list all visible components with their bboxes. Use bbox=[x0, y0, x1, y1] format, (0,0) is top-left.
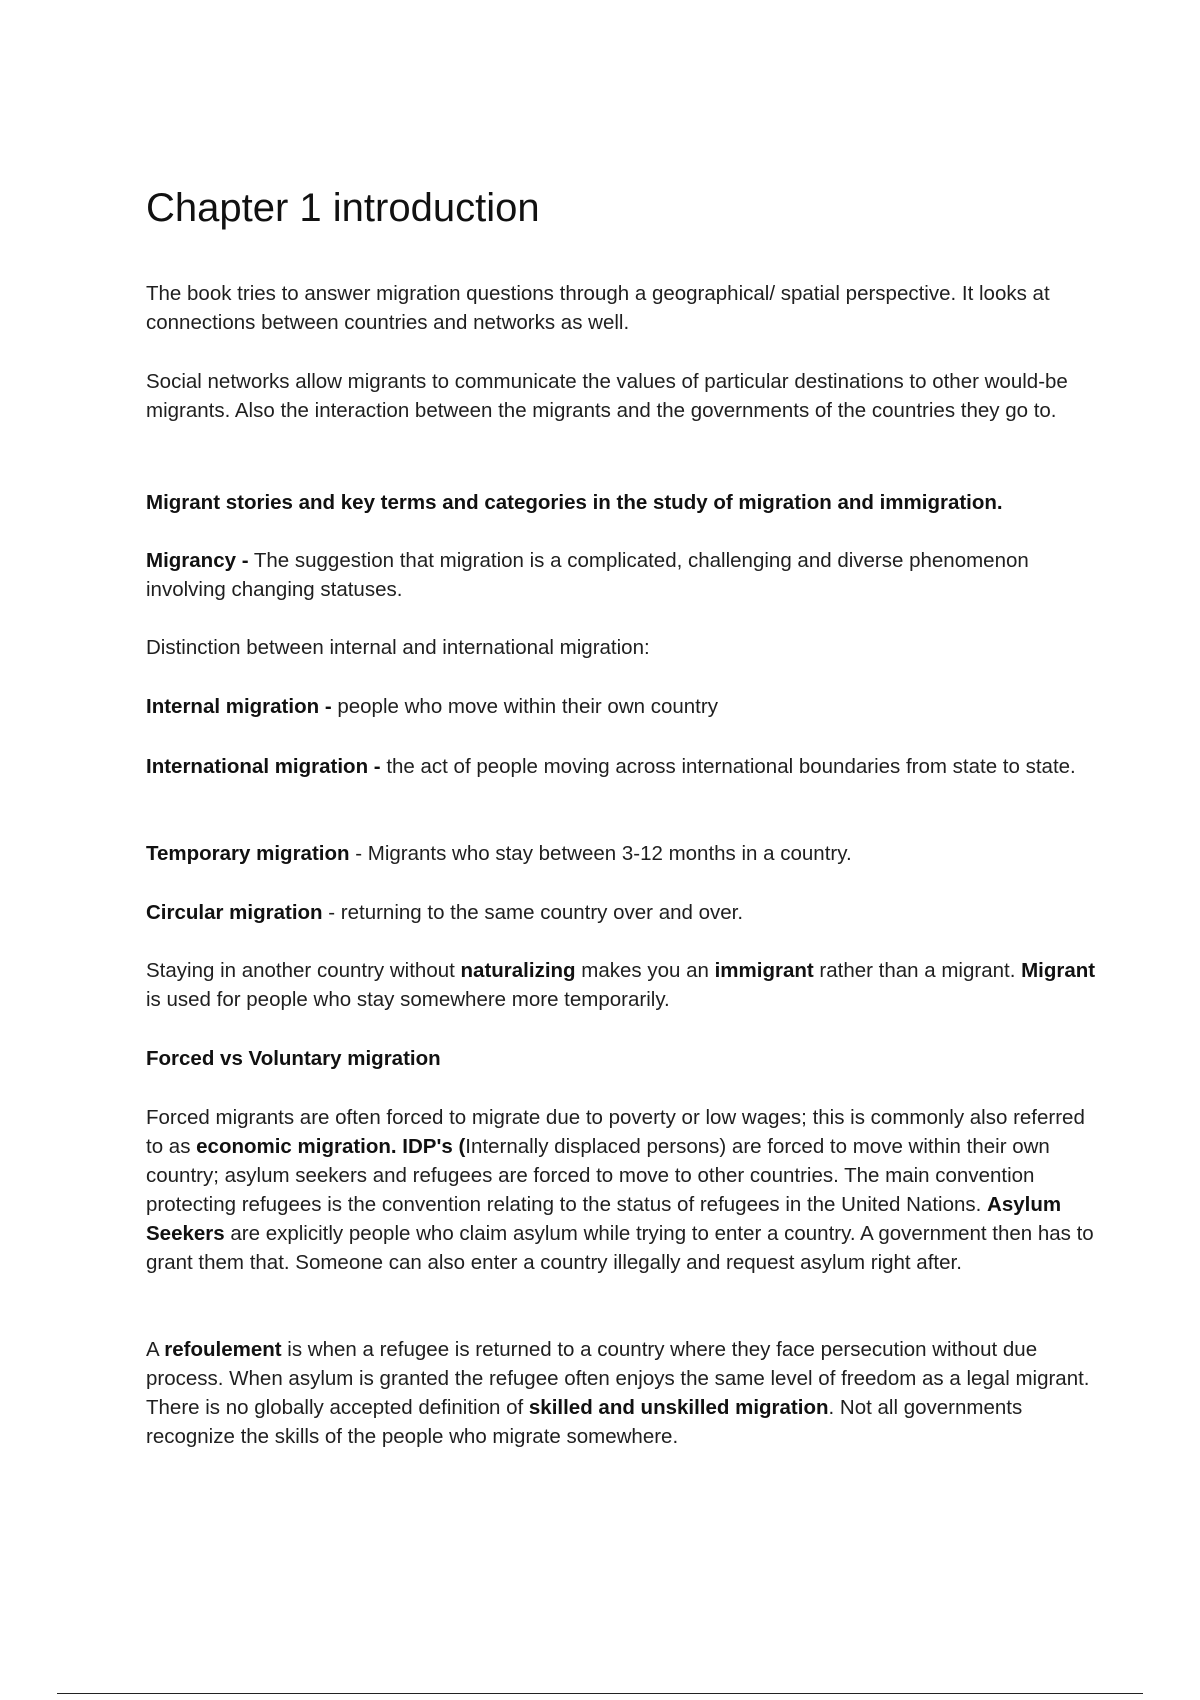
definition-temporary-migration bbox=[146, 839, 1096, 868]
term-international-migration: International migration - bbox=[146, 755, 381, 778]
term-naturalizing: naturalizing bbox=[460, 959, 576, 982]
text-run: Staying in another country without bbox=[146, 959, 461, 982]
definition-text: The suggestion that migration is a complicated, challenging and diverse phenomenon involving changing statuses. bbox=[146, 549, 1029, 601]
definition-text: the act of people moving across international boundaries from state to state. bbox=[380, 755, 1076, 778]
section-heading bbox=[146, 488, 1096, 517]
intro-paragraph-2: Social networks allow migrants to communicate the values of particular destinations to other would-be migrants. Also the interaction between the migrants and the governments of the countries they go to. bbox=[146, 370, 1068, 422]
term-internal-migration: Internal migration - bbox=[146, 695, 332, 718]
term-immigrant: immigrant bbox=[714, 959, 814, 982]
text-run: rather than a migrant. bbox=[813, 959, 1022, 982]
text-run: . Not all governments recognize the skills of the people who migrate somewhere. bbox=[146, 1396, 1023, 1448]
text-run: is used for people who stay somewhere more temporarily. bbox=[146, 988, 670, 1011]
term-circular-migration: Circular migration bbox=[146, 901, 323, 924]
distinction-paragraph: Distinction between internal and international migration: bbox=[146, 636, 650, 659]
forced-vs-voluntary-heading bbox=[146, 1044, 1096, 1073]
section-heading-text: Migrant stories and key terms and categories in the study of migration and immigration. bbox=[146, 491, 1003, 514]
term-migrant: Migrant bbox=[1021, 959, 1096, 982]
text-run: is when a refugee is returned to a country where they face persecution without due process. When asylum is granted the refugee often enjoys the same level of freedom as a legal migrant. There is no globally accepted definition of bbox=[146, 1338, 1090, 1419]
term-refoulement: refoulement bbox=[164, 1338, 282, 1361]
definition-internal-migration bbox=[146, 692, 1096, 721]
text-run: are explicitly people who claim asylum while trying to enter a country. A government then has to grant them that. Someone can also enter a country illegally and request asylum right after. bbox=[146, 1222, 1094, 1274]
forced-heading-text: Forced vs Voluntary migration bbox=[146, 1047, 441, 1070]
term-asylum-seekers: Asylum Seekers bbox=[146, 1193, 1062, 1245]
term-economic-migration-idps: economic migration. IDP's ( bbox=[196, 1135, 466, 1158]
term-temporary-migration: Temporary migration bbox=[146, 842, 350, 865]
text-run: makes you an bbox=[575, 959, 715, 982]
text-run: Forced migrants are often forced to migrate due to poverty or low wages; this is commonly also referred to as bbox=[146, 1106, 1085, 1158]
definition-text: - Migrants who stay between 3-12 months in a country. bbox=[349, 842, 852, 865]
text-run: Internally displaced persons) are forced to move within their own country; asylum seekers and refugees are forced to move to other countries. The main convention protecting refugees is the convention relating to the status of refugees in the United Nations. bbox=[146, 1135, 1050, 1216]
page-bottom-rule bbox=[57, 1693, 1143, 1694]
definition-text: - returning to the same country over and over. bbox=[322, 901, 744, 924]
text-run: A bbox=[146, 1338, 165, 1361]
intro-paragraph-1: The book tries to answer migration questions through a geographical/ spatial perspective. It looks at connections between countries and networks as well. bbox=[146, 282, 1050, 334]
chapter-title: Chapter 1 introduction bbox=[146, 186, 540, 230]
forced-migration-paragraph bbox=[146, 1103, 1096, 1277]
immigrant-vs-migrant-paragraph bbox=[146, 956, 1096, 1014]
term-skilled-unskilled-migration: skilled and unskilled migration bbox=[528, 1396, 829, 1419]
definition-migrancy bbox=[146, 546, 1096, 604]
refoulement-paragraph bbox=[146, 1335, 1096, 1451]
definition-international-migration bbox=[146, 752, 1096, 781]
definition-circular-migration bbox=[146, 898, 1096, 927]
term-migrancy: Migrancy - bbox=[146, 549, 249, 572]
definition-text: people who move within their own country bbox=[331, 695, 718, 718]
